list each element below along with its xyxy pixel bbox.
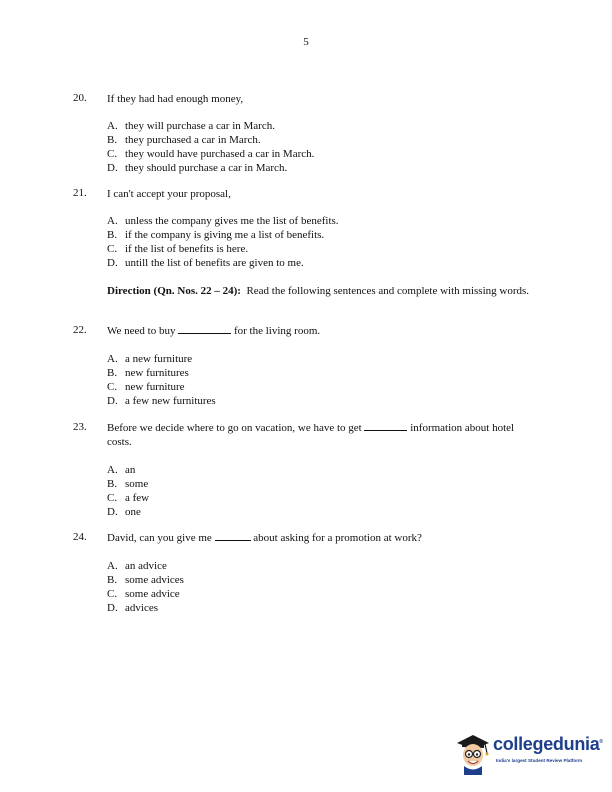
option-b [107,228,339,242]
option-a [107,352,216,366]
option-c [107,491,149,505]
option-letter: D. [107,395,118,407]
option-letter: B. [107,229,118,241]
logo-wordmark: collegedunia® [493,734,603,754]
options-list [107,214,339,270]
option-d [107,161,314,175]
question-number: 22. [73,324,87,336]
option-letter: D. [107,506,118,518]
option-a [107,214,339,228]
option-d [107,601,184,615]
option-letter: A. [107,353,118,365]
option-text: they should purchase a car in March. [125,162,288,174]
option-text: if the list of benefits is here. [125,243,249,255]
option-d [107,394,216,408]
option-d [107,505,149,519]
option-letter: D. [107,257,118,269]
option-text: unless the company gives me the list of benefits. [125,215,339,227]
options-list [107,352,216,408]
option-letter: C. [107,243,118,255]
question-text: If they had had enough money, [107,93,244,105]
option-c [107,147,314,161]
option-text: some advices [125,574,184,586]
option-text: they will purchase a car in March. [125,120,275,132]
question-text-before: Before we decide where to go on vacation, we have to get [107,422,362,434]
option-letter: B. [107,134,118,146]
option-text: some advice [125,588,180,600]
option-text: if the company is giving me a list of benefits. [125,229,325,241]
option-letter: A. [107,560,118,572]
option-b [107,573,184,587]
option-b [107,133,314,147]
question-number: 20. [73,92,87,104]
option-text: some [125,478,149,490]
option-letter: A. [107,120,118,132]
option-c [107,380,216,394]
question-number: 23. [73,421,87,433]
option-letter: B. [107,478,118,490]
option-letter: C. [107,148,118,160]
answer-blank [364,421,407,431]
question-number: 24. [73,531,87,543]
option-letter: B. [107,367,118,379]
student-mascot-icon [453,731,493,775]
options-list [107,119,314,175]
option-letter: C. [107,381,118,393]
option-c [107,587,184,601]
option-b [107,366,216,380]
direction-text: Read the following sentences and complete with missing words. [246,285,530,297]
option-text: one [125,506,141,518]
option-b [107,477,149,491]
option-a [107,463,149,477]
option-text: untill the list of benefits are given to me. [125,257,304,269]
question-text-after: for the living room. [233,325,321,337]
question-number: 21. [73,187,87,199]
option-text: a few [125,492,150,504]
answer-blank [215,531,251,541]
options-list [107,559,184,615]
question-text [107,324,537,338]
option-text: new furniture [125,381,185,393]
option-text: an advice [125,560,167,572]
option-letter: A. [107,215,118,227]
option-a [107,559,184,573]
option-text: a new furniture [125,353,193,365]
direction-label: Direction (Qn. Nos. 22 – 24): [107,285,241,297]
option-letter: B. [107,574,118,586]
option-text: an [125,464,136,476]
option-c [107,242,339,256]
collegedunia-logo [453,731,603,775]
options-list [107,463,149,519]
option-letter: C. [107,492,118,504]
option-letter: A. [107,464,118,476]
option-a [107,119,314,133]
option-text: new furnitures [125,367,189,379]
option-d [107,256,339,270]
option-text: they would have purchased a car in March. [125,148,315,160]
option-text: advices [125,602,158,614]
question-text-after: about asking for a promotion at work? [253,532,422,544]
logo-tagline: India's largest Student Review Platform [496,758,583,763]
direction-note [107,284,543,298]
option-text: they purchased a car in March. [125,134,261,146]
answer-blank [178,324,231,334]
question-text [107,421,537,449]
option-text: a few new furnitures [125,395,216,407]
question-text: I can't accept your proposal, [107,188,231,200]
page-number: 5 [303,36,309,48]
option-letter: D. [107,162,118,174]
question-text-after: information about hotel costs. [107,422,515,448]
question-text [107,531,537,545]
question-text-before: We need to buy [107,325,176,337]
question-text-before: David, can you give me [107,532,212,544]
option-letter: C. [107,588,118,600]
option-letter: D. [107,602,118,614]
